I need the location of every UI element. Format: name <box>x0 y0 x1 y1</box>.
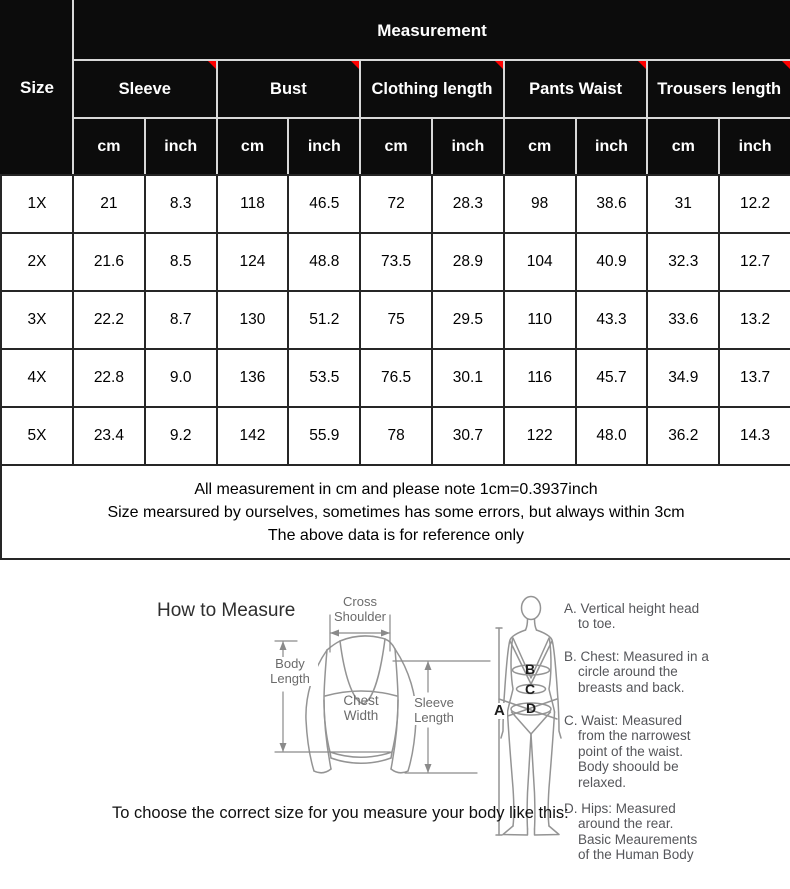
value-cell: 12.2 <box>719 175 790 233</box>
value-cell: 55.9 <box>288 407 360 465</box>
value-cell: 136 <box>217 349 289 407</box>
value-cell: 48.0 <box>576 407 648 465</box>
annotation-c <box>564 713 779 790</box>
annotation-line: Basic Meaurements <box>578 831 698 847</box>
table-row-4x <box>1 349 790 407</box>
notes-line: All measurement in cm and please note 1cm=0.3937inch <box>194 480 598 498</box>
value-cell: 116 <box>504 349 576 407</box>
unit-header: cm <box>504 118 576 175</box>
category-label: Bust <box>270 79 307 98</box>
category-label: Sleeve <box>118 79 171 98</box>
value-cell: 53.5 <box>288 349 360 407</box>
value-cell: 124 <box>217 233 289 291</box>
value-cell: 118 <box>217 175 289 233</box>
category-label: Trousers length <box>657 79 782 98</box>
value-cell: 14.3 <box>719 407 790 465</box>
annotation-line: to toe. <box>578 616 616 632</box>
value-cell: 38.6 <box>576 175 648 233</box>
annotation-line: A. Vertical height head <box>564 601 700 616</box>
annotation-d <box>564 801 779 863</box>
value-cell: 48.8 <box>288 233 360 291</box>
notes-box <box>1 465 790 559</box>
figure-marker-d: D <box>526 700 537 716</box>
value-cell: 8.3 <box>145 175 217 233</box>
category-header-clothing-length <box>360 60 504 118</box>
annotation-line: Body shoould be <box>578 759 679 775</box>
annotation-line: point of the waist. <box>578 743 684 759</box>
unit-header: cm <box>647 118 719 175</box>
value-cell: 76.5 <box>360 349 432 407</box>
value-cell: 28.3 <box>432 175 504 233</box>
header-row-categories <box>1 60 790 118</box>
value-cell: 8.5 <box>145 233 217 291</box>
size-cell: 3X <box>1 291 73 349</box>
value-cell: 43.3 <box>576 291 648 349</box>
value-cell: 23.4 <box>73 407 145 465</box>
annotation-a <box>564 601 779 632</box>
value-cell: 21 <box>73 175 145 233</box>
table-row-3x <box>1 291 790 349</box>
annotation-b <box>564 649 779 695</box>
value-cell: 78 <box>360 407 432 465</box>
value-cell: 22.8 <box>73 349 145 407</box>
value-cell: 36.2 <box>647 407 719 465</box>
value-cell: 32.3 <box>647 233 719 291</box>
annotation-line: from the narrowest <box>578 728 691 744</box>
category-header-trousers-length <box>647 60 790 118</box>
how-to-measure-title: How to Measure <box>157 600 296 621</box>
value-cell: 13.7 <box>719 349 790 407</box>
sleeve-length-label: Sleeve Length <box>407 696 461 725</box>
comment-marker-icon <box>782 61 790 69</box>
value-cell: 122 <box>504 407 576 465</box>
value-cell: 30.1 <box>432 349 504 407</box>
unit-header: inch <box>288 118 360 175</box>
category-header-bust <box>217 60 361 118</box>
value-cell: 33.6 <box>647 291 719 349</box>
cross-shoulder-label: Cross Shoulder <box>333 594 387 624</box>
value-cell: 130 <box>217 291 289 349</box>
value-cell: 30.7 <box>432 407 504 465</box>
annotation-line: relaxed. <box>578 774 627 790</box>
value-cell: 34.9 <box>647 349 719 407</box>
category-label: Clothing length <box>371 79 493 98</box>
value-cell: 142 <box>217 407 289 465</box>
value-cell: 13.2 <box>719 291 790 349</box>
annotation-line: breasts and back. <box>578 679 685 695</box>
annotation-line: of the Human Body <box>578 847 694 863</box>
annotation-line: C. Waist: Measured <box>564 713 683 728</box>
annotation-line: around the rear. <box>578 816 674 832</box>
chest-width-label: Chest Width <box>343 693 379 723</box>
unit-header: inch <box>719 118 790 175</box>
figure-marker-a: A <box>494 702 505 719</box>
figure-marker-b: B <box>525 661 536 677</box>
comment-marker-icon <box>638 61 646 69</box>
value-cell: 75 <box>360 291 432 349</box>
unit-header: inch <box>145 118 217 175</box>
value-cell: 98 <box>504 175 576 233</box>
category-header-pants-waist <box>504 60 648 118</box>
bottom-caption: To choose the correct size for you measure your body like this: <box>112 804 569 822</box>
unit-header: cm <box>73 118 145 175</box>
table-row-1x <box>1 175 790 233</box>
comment-marker-icon <box>495 61 503 69</box>
value-cell: 104 <box>504 233 576 291</box>
annotation-line: B. Chest: Measured in a <box>564 649 709 664</box>
header-row-units <box>1 118 790 175</box>
size-corner-header: Size <box>1 1 73 175</box>
unit-header: cm <box>360 118 432 175</box>
value-cell: 9.0 <box>145 349 217 407</box>
annotation-line: D. Hips: Measured <box>564 801 676 816</box>
comment-marker-icon <box>208 61 216 69</box>
value-cell: 29.5 <box>432 291 504 349</box>
size-cell: 4X <box>1 349 73 407</box>
value-cell: 22.2 <box>73 291 145 349</box>
table-row-5x <box>1 407 790 465</box>
measurement-header: Measurement <box>73 1 790 60</box>
size-cell: 1X <box>1 175 73 233</box>
notes-line: The above data is for reference only <box>267 526 525 544</box>
figure-marker-c: C <box>525 681 536 697</box>
body-length-label: Body Length <box>262 657 318 686</box>
category-label: Pants Waist <box>529 79 623 98</box>
category-header-sleeve <box>73 60 217 118</box>
table-row-2x <box>1 233 790 291</box>
value-cell: 9.2 <box>145 407 217 465</box>
value-cell: 28.9 <box>432 233 504 291</box>
unit-header: inch <box>576 118 648 175</box>
value-cell: 21.6 <box>73 233 145 291</box>
annotation-line: circle around the <box>578 664 678 680</box>
notes-line: Size mearsured by ourselves, sometimes has some errors, but always within 3cm <box>107 503 685 521</box>
value-cell: 31 <box>647 175 719 233</box>
value-cell: 45.7 <box>576 349 648 407</box>
value-cell: 46.5 <box>288 175 360 233</box>
value-cell: 73.5 <box>360 233 432 291</box>
unit-header: cm <box>217 118 289 175</box>
value-cell: 72 <box>360 175 432 233</box>
value-cell: 40.9 <box>576 233 648 291</box>
comment-marker-icon <box>351 61 359 69</box>
value-cell: 12.7 <box>719 233 790 291</box>
value-cell: 8.7 <box>145 291 217 349</box>
notes-row <box>1 465 790 559</box>
header-row-measurement <box>1 1 790 60</box>
size-cell: 5X <box>1 407 73 465</box>
value-cell: 51.2 <box>288 291 360 349</box>
value-cell: 110 <box>504 291 576 349</box>
unit-header: inch <box>432 118 504 175</box>
size-cell: 2X <box>1 233 73 291</box>
